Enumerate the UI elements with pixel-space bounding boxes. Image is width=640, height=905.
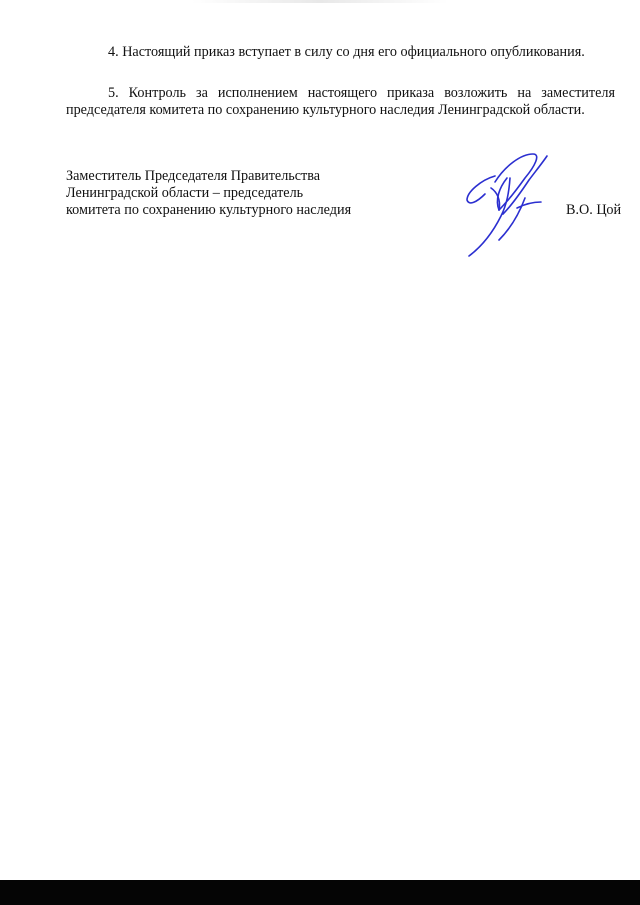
signer-position-line-3: комитета по сохранению культурного наследия: [66, 202, 352, 219]
paragraph-5: 5. Контроль за исполнением настоящего приказа возложить на заместителя председателя комитета по сохранению культурного наследия Ленинградской области.: [66, 85, 615, 119]
signer-name: В.О. Цой: [566, 202, 622, 218]
scan-edge: [0, 0, 640, 3]
signer-position-line-2: Ленинградской области – председатель: [66, 185, 304, 202]
paragraph-4: 4. Настоящий приказ вступает в силу со дня его официального опубликования.: [108, 44, 585, 60]
signer-position: [66, 168, 406, 220]
handwritten-signature: [455, 148, 565, 260]
signer-position-line-1: Заместитель Председателя Правительства: [66, 168, 321, 184]
scan-bottom-edge: [0, 880, 640, 905]
